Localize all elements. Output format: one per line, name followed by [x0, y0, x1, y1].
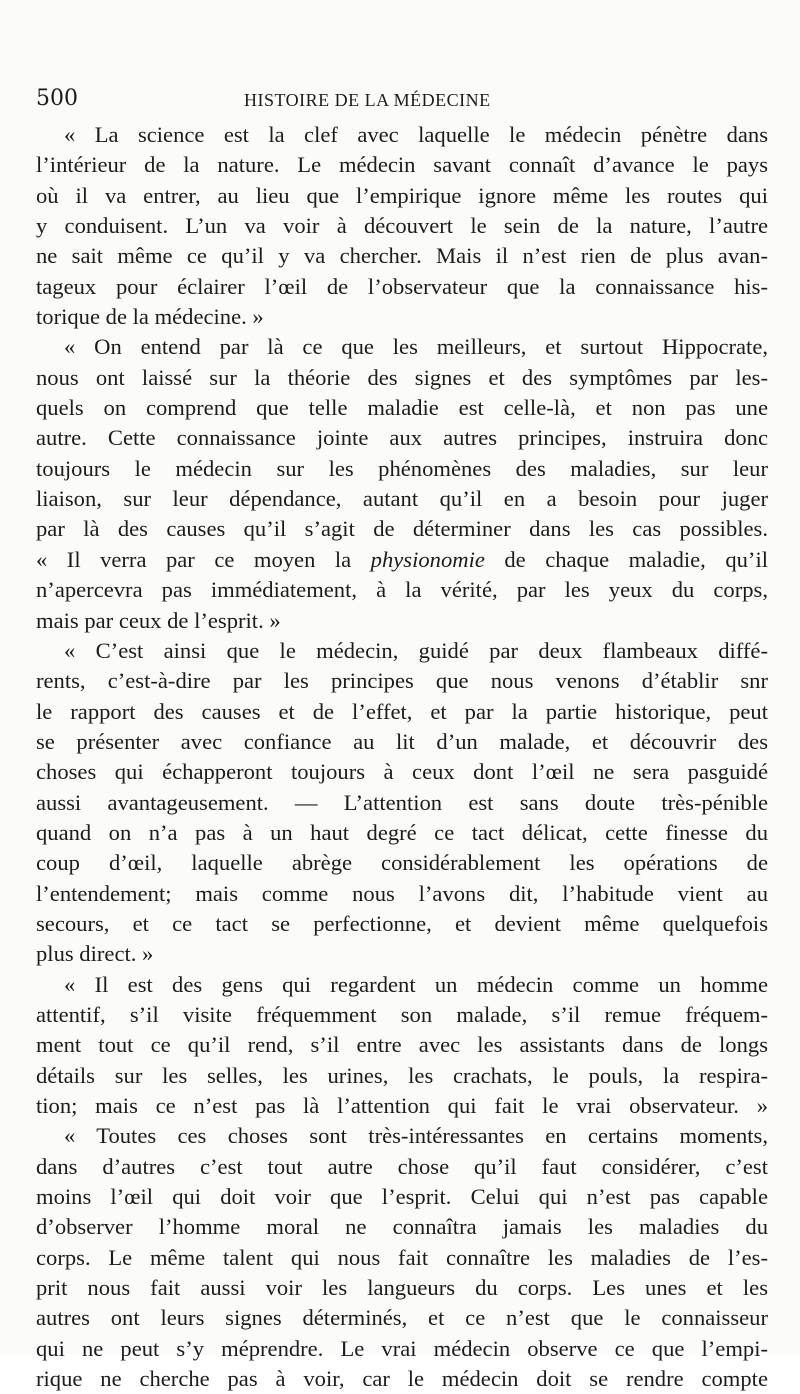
text-line: où il va entrer, au lieu que l’empirique ignore même les routes qui: [36, 182, 768, 208]
text-line: d’observer l’homme moral ne connaîtra jamais les maladies du: [36, 1214, 768, 1240]
text-line: « C’est ainsi que le médecin, guidé par deux flambeaux diffé-: [64, 637, 768, 663]
text-line: « On entend par là ce que les meilleurs, et surtout Hippocrate,: [64, 334, 768, 360]
text-line: corps. Le même talent qui nous fait connaître les maladies de l’es-: [36, 1244, 768, 1270]
text-line: coup d’œil, laquelle abrège considérablement les opérations de: [36, 850, 768, 876]
text-line: plus direct. »: [36, 941, 154, 967]
text-line: toujours le médecin sur les phénomènes des maladies, sur leur: [36, 455, 768, 481]
body-text: [36, 120, 768, 1394]
page-header: [36, 84, 766, 114]
text-line: moins l’œil qui doit voir que l’esprit. Celui qui n’est pas capable: [36, 1184, 768, 1210]
text-line: rents, c’est-à-dire par les principes que nous venons d’établir snr: [36, 668, 768, 694]
text-line: choses qui échapperont toujours à ceux dont l’œil ne sera pasguidé: [36, 759, 768, 785]
text-line: ment tout ce qu’il rend, s’il entre avec les assistants dans de longs: [36, 1032, 768, 1058]
text-line: secours, et ce tact se perfectionne, et devient même quelquefois: [36, 910, 768, 936]
text-line: aussi avantageusement. — L’attention est sans doute très-pénible: [36, 789, 768, 815]
text-line: liaison, sur leur dépendance, autant qu’il en a besoin pour juger: [36, 486, 768, 512]
text-line: « Toutes ces choses sont très-intéressantes en certains moments,: [64, 1123, 768, 1149]
text-line: « La science est la clef avec laquelle le médecin pénètre dans: [64, 122, 768, 147]
text-line: mais par ceux de l’esprit. »: [36, 607, 281, 633]
text-line: qui ne peut s’y méprendre. Le vrai médecin observe ce que l’empi-: [36, 1335, 768, 1361]
text-line: torique de la médecine. »: [36, 304, 264, 330]
text-line: prit nous fait aussi voir les langueurs du corps. Les unes et les: [36, 1275, 768, 1301]
text-line: détails sur les selles, les urines, les crachats, le pouls, la respira-: [36, 1062, 768, 1088]
text-line: quels on comprend que telle maladie est celle-là, et non pas une: [36, 395, 768, 421]
text-line: y conduisent. L’un va voir à découvert le sein de la nature, l’autre: [36, 213, 768, 239]
text-line: tageux pour éclairer l’œil de l’observateur que la connaissance his-: [36, 273, 768, 299]
text-line: autre. Cette connaissance jointe aux autres principes, instruira donc: [36, 425, 768, 451]
text-line: quand on n’a pas à un haut degré ce tact délicat, cette finesse du: [36, 819, 768, 845]
text-line: nous ont laissé sur la théorie des signes et des symptômes par les-: [36, 364, 768, 390]
text-line: se présenter avec confiance au lit d’un malade, et découvrir des: [36, 728, 768, 754]
text-line: « Il est des gens qui regardent un médecin comme un homme: [64, 971, 768, 997]
text-line: par là des causes qu’il s’agit de déterminer dans les cas possibles.: [36, 516, 768, 542]
text-line: n’apercevra pas immédiatement, à la vérité, par les yeux du corps,: [36, 577, 768, 603]
text-line: l’entendement; mais comme nous l’avons dit, l’habitude vient au: [36, 880, 768, 906]
text-line: autres ont leurs signes déterminés, et ce n’est que le connaisseur: [36, 1305, 768, 1331]
text-line: attentif, s’il visite fréquemment son malade, s’il remue fréquem-: [36, 1001, 768, 1027]
text-line: rique ne cherche pas à voir, car le médecin doit se rendre compte: [36, 1366, 768, 1392]
text-line: l’intérieur de la nature. Le médecin savant connaît d’avance le pays: [36, 152, 768, 178]
text-line: dans d’autres c’est tout autre chose qu’il faut considérer, c’est: [36, 1153, 768, 1179]
text-line: ne sait même ce qu’il y va chercher. Mais il n’est rien de plus avan-: [36, 243, 768, 269]
italic-word: physionomie: [370, 546, 485, 572]
text-line: tion; mais ce n’est pas là l’attention qui fait le vrai observateur. »: [36, 1093, 768, 1118]
running-title: HISTOIRE DE LA MÉDECINE: [244, 90, 491, 110]
page-number: 500: [36, 86, 78, 111]
text-line: le rapport des causes et de l’effet, et par la partie historique, peut: [36, 698, 768, 724]
text-line: « Il verra par ce moyen la physionomie de chaque maladie, qu’il: [36, 546, 768, 572]
